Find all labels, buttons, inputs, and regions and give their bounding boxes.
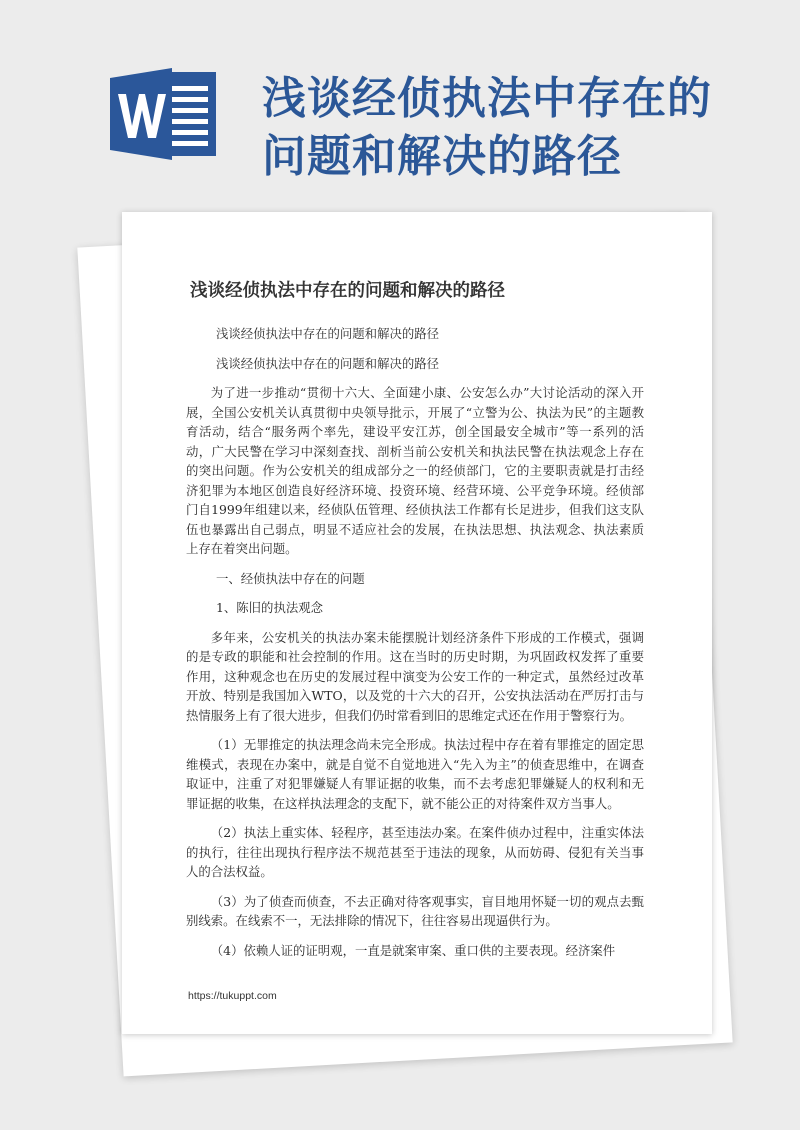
document-title: 浅谈经侦执法中存在的问题和解决的路径: [190, 281, 505, 301]
footer-source-link[interactable]: https://tukuppt.com: [188, 990, 277, 1002]
word-document-icon: [110, 66, 222, 162]
document-subtitle-1: 浅谈经侦执法中存在的问题和解决的路径: [216, 326, 440, 341]
section-heading-1-1: 1、陈旧的执法观念: [216, 600, 324, 615]
header-title-line-1: 浅谈经侦执法中存在的: [262, 73, 712, 124]
header-title-line-2: 问题和解决的路径: [262, 131, 622, 182]
list-item-3: （3）为了侦查而侦查，不去正确对待客观事实，盲目地用怀疑一切的观点去甄别线索。在线索不一，无法排除的情况下，往往容易出现逼供行为。: [186, 893, 644, 928]
list-item-2: （2）执法上重实体、轻程序，甚至违法办案。在案件侦办过程中，注重实体法的执行，往往出现执行程序法不规范甚至于违法的现象，从而妨碍、侵犯有关当事人的合法权益。: [186, 825, 644, 879]
header-title: [262, 70, 762, 186]
paragraph-intro: 为了进一步推动“贯彻十六大、全面建小康、公安怎么办”大讨论活动的深入开展，全国公安机关认真贯彻中央领导批示，开展了“立警为公、执法为民”的主题教育活动，结合“服务两个率先，建设平安江苏，创全国最安全城市”等一系列的活动，广大民警在学习中深刻查找、剖析当前公安机关和执法民警在执法观念上存在的突出问题。作为公安机关的组成部分之一的经侦部门，它的主要职责就是打击经济犯罪为本地区创造良好经济环境、投资环境、经营环境、公平竞争环境。经侦部门自1999年组建以来，经侦队伍管理、经侦执法工作都有长足进步，但我们这支队伍也暴露出自己弱点，明显不适应社会的发展，在执法思想、执法观念、执法素质上存在着突出问题。: [186, 385, 644, 556]
list-item-4: （4）依赖人证的证明观，一直是就案审案、重口供的主要表现。经济案件: [210, 942, 616, 958]
document-body: [186, 277, 644, 970]
list-item-1: （1）无罪推定的执法理念尚未完全形成。执法过程中存在着有罪推定的固定思维模式，表现在办案中，就是自觉不自觉地进入“先入为主”的侦查思维中，在调查取证中，注重了对犯罪嫌疑人有罪证据的收集，而不去考虑犯罪嫌疑人的权利和无罪证据的收集，在这样执法理念的支配下，就不能公正的对待案件双方当事人。: [186, 737, 644, 811]
paragraph-old-concepts: 多年来，公安机关的执法办案未能摆脱计划经济条件下形成的工作模式，强调的是专政的职能和社会控制的作用。这在当时的历史时期，为巩固政权发挥了重要作用，这种观念也在历史的发展过程中演变为公安工作的一种定式，虽然经过改革开放、特别是我国加入WTO，以及党的十六大的召开，公安执法活动在严厉打击与热情服务上有了很大进步，但我们仍时常看到旧的思维定式还在作用于警察行为。: [186, 629, 644, 723]
document-subtitle-2: 浅谈经侦执法中存在的问题和解决的路径: [216, 355, 440, 371]
section-heading-1: 一、经侦执法中存在的问题: [216, 570, 365, 586]
